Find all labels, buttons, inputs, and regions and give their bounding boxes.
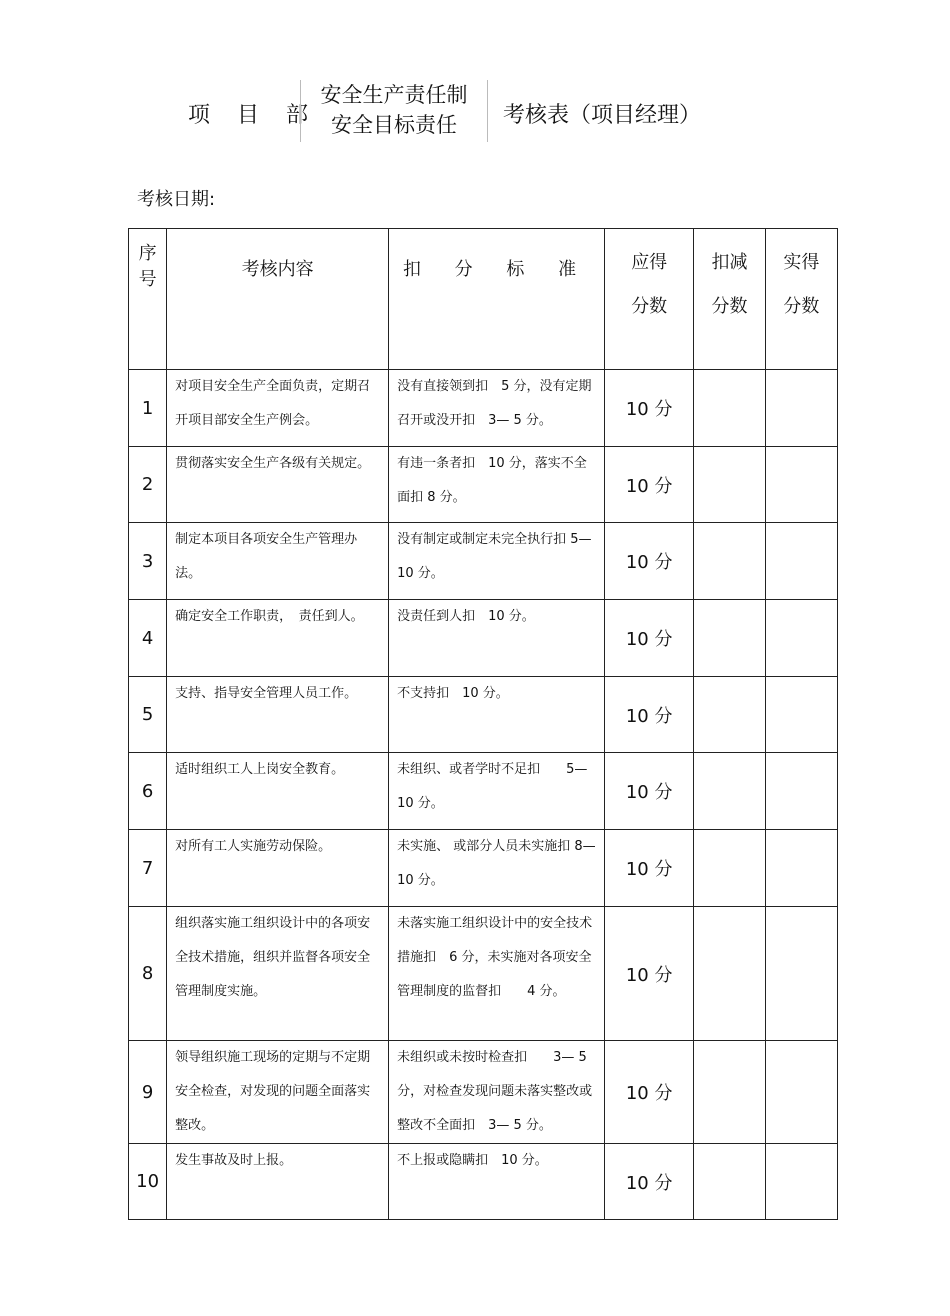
row-number: 10 [129, 1144, 167, 1220]
row-content: 适时组织工人上岗安全教育。 [167, 753, 389, 830]
row-content: 对项目安全生产全面负责，定期召开项目部安全生产例会。 [167, 370, 389, 447]
row-deducted-score [694, 370, 765, 447]
row-actual-score [765, 1041, 837, 1144]
row-standard: 没有直接领到扣 5 分，没有定期召开或没开扣 3— 5 分。 [389, 370, 605, 447]
table-row [129, 677, 838, 753]
header-full-score-line2: 分数 [631, 296, 668, 317]
row-number: 5 [129, 677, 167, 753]
assessment-table [128, 228, 838, 1220]
row-standard: 没责任到人扣 10 分。 [389, 600, 605, 677]
row-content: 领导组织施工现场的定期与不定期安全检查，对发现的问题全面落实整改。 [167, 1041, 389, 1144]
row-content: 制定本项目各项安全生产管理办法。 [167, 523, 389, 600]
table-row [129, 907, 838, 1041]
row-standard: 未落实施工组织设计中的安全技术措施扣 6 分，未实施对各项安全管理制度的监督扣 4 分。 [389, 907, 605, 1041]
table-row [129, 370, 838, 447]
row-actual-score [765, 523, 837, 600]
row-content: 贯彻落实安全生产各级有关规定。 [167, 447, 389, 523]
row-standard: 没有制定或制定未完全执行扣 5— 10 分。 [389, 523, 605, 600]
row-deducted-score [694, 523, 765, 600]
header-deducted-score-line1: 扣减 [711, 252, 748, 273]
row-number: 1 [129, 370, 167, 447]
row-number: 2 [129, 447, 167, 523]
header-serial-number-line1: 序 [138, 243, 157, 264]
row-actual-score [765, 370, 837, 447]
row-full-score: 10 分 [605, 907, 694, 1041]
row-deducted-score [694, 600, 765, 677]
table-row [129, 830, 838, 907]
row-number: 7 [129, 830, 167, 907]
row-full-score: 10 分 [605, 523, 694, 600]
table-row [129, 1041, 838, 1144]
row-deducted-score [694, 753, 765, 830]
header-serial-number-line2: 号 [138, 269, 157, 290]
row-deducted-score [694, 907, 765, 1041]
row-actual-score [765, 1144, 837, 1220]
row-actual-score [765, 677, 837, 753]
table-row [129, 447, 838, 523]
row-full-score: 10 分 [605, 753, 694, 830]
header-full-score [605, 229, 694, 370]
row-actual-score [765, 907, 837, 1041]
table-header-row [129, 229, 838, 370]
row-full-score: 10 分 [605, 830, 694, 907]
table-row [129, 523, 838, 600]
document-title [0, 0, 950, 160]
header-deducted-score [694, 229, 765, 370]
title-middle-line2: 安全目标责任 [331, 113, 457, 137]
row-standard: 不支持扣 10 分。 [389, 677, 605, 753]
header-full-score-line1: 应得 [631, 252, 668, 273]
row-deducted-score [694, 447, 765, 523]
title-department: 项 目 部 [188, 103, 318, 128]
row-standard: 有违一条者扣 10 分，落实不全面扣 8 分。 [389, 447, 605, 523]
row-content: 对所有工人实施劳动保险。 [167, 830, 389, 907]
row-standard: 未组织、或者学时不足扣 5— 10 分。 [389, 753, 605, 830]
row-full-score: 10 分 [605, 600, 694, 677]
row-full-score: 10 分 [605, 447, 694, 523]
header-actual-score-line1: 实得 [783, 252, 820, 273]
row-actual-score [765, 753, 837, 830]
table-row [129, 753, 838, 830]
title-middle-box [300, 80, 488, 142]
row-full-score: 10 分 [605, 1144, 694, 1220]
row-number: 4 [129, 600, 167, 677]
title-form-name: 考核表（项目经理） [503, 103, 702, 128]
row-full-score: 10 分 [605, 677, 694, 753]
header-actual-score-line2: 分数 [783, 296, 820, 317]
row-content: 确定安全工作职责， 责任到人。 [167, 600, 389, 677]
header-serial-number [129, 229, 167, 370]
row-number: 3 [129, 523, 167, 600]
header-standard: 扣 分 标 准 [389, 229, 605, 370]
assessment-date-label: 考核日期: [137, 189, 216, 210]
row-number: 6 [129, 753, 167, 830]
row-content: 组织落实施工组织设计中的各项安全技术措施，组织并监督各项安全管理制度实施。 [167, 907, 389, 1041]
header-actual-score [765, 229, 837, 370]
row-deducted-score [694, 830, 765, 907]
row-full-score: 10 分 [605, 370, 694, 447]
row-standard: 未组织或未按时检查扣 3— 5 分，对检查发现问题未落实整改或整改不全面扣 3— 5 分。 [389, 1041, 605, 1144]
row-number: 9 [129, 1041, 167, 1144]
row-actual-score [765, 830, 837, 907]
title-middle-line1: 安全生产责任制 [320, 83, 468, 107]
row-standard: 不上报或隐瞒扣 10 分。 [389, 1144, 605, 1220]
row-actual-score [765, 447, 837, 523]
row-number: 8 [129, 907, 167, 1041]
row-deducted-score [694, 677, 765, 753]
row-deducted-score [694, 1144, 765, 1220]
header-deducted-score-line2: 分数 [711, 296, 748, 317]
row-content: 发生事故及时上报。 [167, 1144, 389, 1220]
row-deducted-score [694, 1041, 765, 1144]
row-full-score: 10 分 [605, 1041, 694, 1144]
row-actual-score [765, 600, 837, 677]
row-content: 支持、指导安全管理人员工作。 [167, 677, 389, 753]
table-row [129, 1144, 838, 1220]
row-standard: 未实施、 或部分人员未实施扣 8— 10 分。 [389, 830, 605, 907]
header-content: 考核内容 [167, 229, 389, 370]
table-row [129, 600, 838, 677]
